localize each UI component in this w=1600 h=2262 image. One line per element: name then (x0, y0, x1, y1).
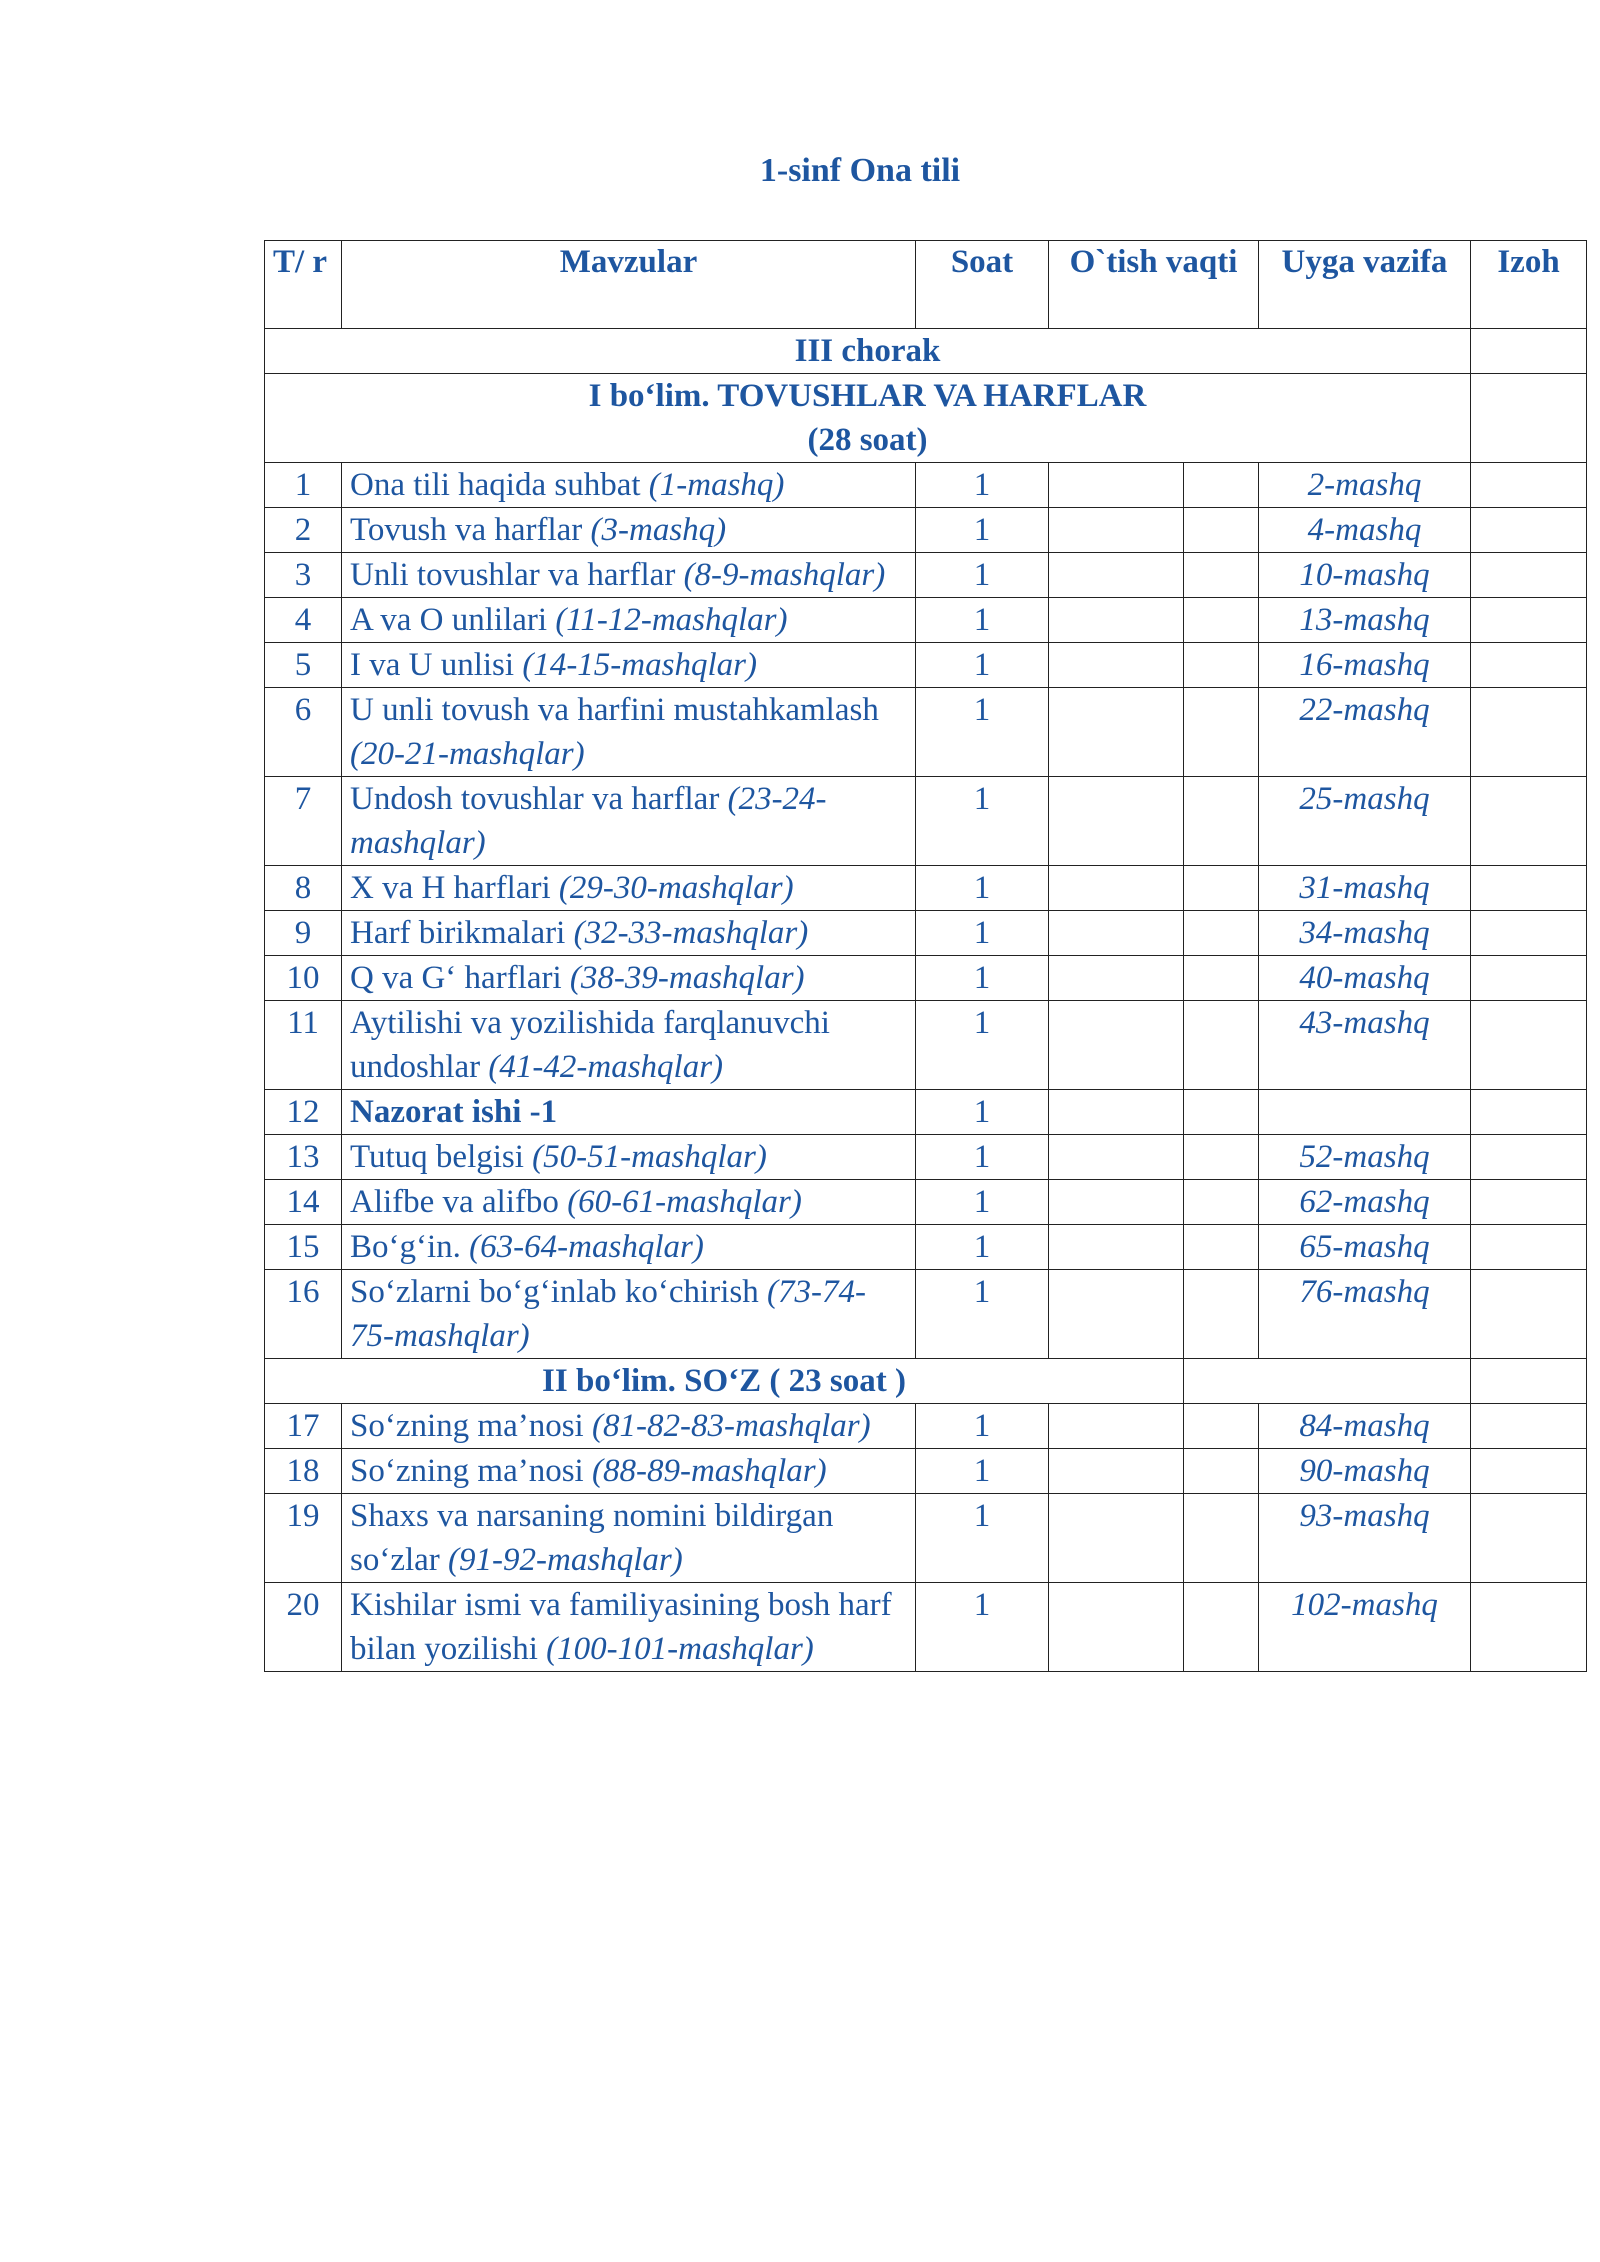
row-soat: 1 (916, 643, 1049, 688)
row-number: 9 (265, 911, 342, 956)
header-soat: Soat (916, 241, 1049, 329)
row-number: 6 (265, 688, 342, 777)
row-number: 13 (265, 1135, 342, 1180)
row-otish-vaqti-a (1049, 777, 1184, 866)
row-uyga-vazifa: 13-mashq (1259, 598, 1471, 643)
topic-text: A va O unlilari (350, 602, 556, 638)
row-otish-vaqti-b (1184, 553, 1259, 598)
row-soat: 1 (916, 956, 1049, 1001)
row-otish-vaqti-a (1049, 508, 1184, 553)
header-uyga-vazifa: Uyga vazifa (1259, 241, 1471, 329)
row-otish-vaqti-a (1049, 1449, 1184, 1494)
topic-text: Alifbe va alifbo (350, 1184, 568, 1220)
row-topic (342, 1180, 916, 1225)
row-otish-vaqti-b (1184, 1001, 1259, 1090)
row-number: 5 (265, 643, 342, 688)
header-izoh: Izoh (1471, 241, 1587, 329)
table-row (265, 463, 1587, 508)
row-otish-vaqti-b (1184, 1135, 1259, 1180)
exercise-ref: (8-9-mashqlar) (683, 557, 886, 593)
row-uyga-vazifa: 52-mashq (1259, 1135, 1471, 1180)
exercise-ref: (20-21-mashqlar) (350, 736, 585, 772)
exercise-ref: (29-30-mashqlar) (558, 870, 794, 906)
header-row (265, 241, 1587, 329)
row-topic (342, 866, 916, 911)
row-otish-vaqti-b (1184, 643, 1259, 688)
row-uyga-vazifa: 31-mashq (1259, 866, 1471, 911)
row-otish-vaqti-b (1184, 866, 1259, 911)
row-otish-vaqti-b (1184, 1404, 1259, 1449)
row-number: 11 (265, 1001, 342, 1090)
row-topic (342, 1449, 916, 1494)
exercise-ref: (1-mashq) (648, 467, 785, 503)
row-topic (342, 1404, 916, 1449)
table-row (265, 598, 1587, 643)
topic-text: U unli tovush va harfini mustahkamlash (350, 692, 879, 728)
topic-text: I va U unlisi (350, 647, 523, 683)
row-izoh (1471, 1449, 1587, 1494)
page-title: 1-sinf Ona tili (759, 152, 961, 189)
row-izoh (1471, 1180, 1587, 1225)
topic-text: Unli tovushlar va harflar (350, 557, 684, 593)
row-soat: 1 (916, 1583, 1049, 1672)
section-2-body (265, 1359, 1587, 1672)
row-uyga-vazifa: 16-mashq (1259, 643, 1471, 688)
row-number: 7 (265, 777, 342, 866)
row-otish-vaqti-b (1184, 688, 1259, 777)
exercise-ref: (60-61-mashqlar) (567, 1184, 802, 1220)
row-topic (342, 1270, 916, 1359)
row-izoh (1471, 1225, 1587, 1270)
row-soat: 1 (916, 1135, 1049, 1180)
row-uyga-vazifa: 62-mashq (1259, 1180, 1471, 1225)
row-otish-vaqti-b (1184, 956, 1259, 1001)
row-topic (342, 956, 916, 1001)
row-topic (342, 1583, 916, 1672)
header-mavzular: Mavzular (342, 241, 916, 329)
row-izoh (1471, 463, 1587, 508)
row-topic (342, 911, 916, 956)
row-otish-vaqti-a (1049, 1090, 1184, 1135)
row-number: 15 (265, 1225, 342, 1270)
row-number: 16 (265, 1270, 342, 1359)
row-otish-vaqti-b (1184, 1583, 1259, 1672)
row-topic (342, 508, 916, 553)
exercise-ref: (81-82-83-mashqlar) (591, 1408, 871, 1444)
row-number: 1 (265, 463, 342, 508)
exercise-ref: (41-42-mashqlar) (488, 1049, 724, 1085)
row-soat: 1 (916, 1494, 1049, 1583)
row-otish-vaqti-a (1049, 1135, 1184, 1180)
row-soat: 1 (916, 688, 1049, 777)
row-otish-vaqti-b (1184, 1225, 1259, 1270)
row-otish-vaqti-a (1049, 956, 1184, 1001)
row-uyga-vazifa: 84-mashq (1259, 1404, 1471, 1449)
row-topic (342, 688, 916, 777)
section-2-empty-cell (1184, 1359, 1471, 1404)
row-topic (342, 1001, 916, 1090)
table-row (265, 1225, 1587, 1270)
table-row (265, 1270, 1587, 1359)
table-row (265, 1090, 1587, 1135)
table-row (265, 1583, 1587, 1672)
topic-text: Tutuq belgisi (350, 1139, 533, 1175)
table-row (265, 688, 1587, 777)
row-uyga-vazifa: 25-mashq (1259, 777, 1471, 866)
row-number: 2 (265, 508, 342, 553)
row-soat: 1 (916, 1001, 1049, 1090)
row-soat: 1 (916, 866, 1049, 911)
table-row (265, 1449, 1587, 1494)
row-uyga-vazifa: 34-mashq (1259, 911, 1471, 956)
topic-text: Nazorat ishi -1 (350, 1094, 558, 1130)
topic-text: Q va G‘ harflari (350, 960, 570, 996)
exercise-ref: (73-74-75-mashqlar) (350, 1274, 866, 1354)
row-otish-vaqti-b (1184, 508, 1259, 553)
row-otish-vaqti-a (1049, 553, 1184, 598)
row-otish-vaqti-b (1184, 1180, 1259, 1225)
row-topic (342, 598, 916, 643)
row-otish-vaqti-b (1184, 777, 1259, 866)
row-otish-vaqti-a (1049, 1494, 1184, 1583)
exercise-ref: (23-24-mashqlar) (350, 781, 827, 861)
row-izoh (1471, 1494, 1587, 1583)
row-izoh (1471, 866, 1587, 911)
exercise-ref: (50-51-mashqlar) (532, 1139, 767, 1175)
row-soat: 1 (916, 508, 1049, 553)
row-uyga-vazifa: 4-mashq (1259, 508, 1471, 553)
row-izoh (1471, 1270, 1587, 1359)
row-izoh (1471, 777, 1587, 866)
row-topic (342, 553, 916, 598)
row-otish-vaqti-b (1184, 598, 1259, 643)
row-otish-vaqti-a (1049, 1001, 1184, 1090)
row-number: 4 (265, 598, 342, 643)
row-izoh (1471, 1135, 1587, 1180)
row-otish-vaqti-a (1049, 1180, 1184, 1225)
topic-text: X va H harflari (350, 870, 559, 906)
exercise-ref: (63-64-mashqlar) (469, 1229, 704, 1265)
quarter-izoh-cell (1471, 329, 1587, 374)
row-izoh (1471, 553, 1587, 598)
row-izoh (1471, 643, 1587, 688)
quarter-row (265, 329, 1587, 374)
row-uyga-vazifa: 22-mashq (1259, 688, 1471, 777)
row-soat: 1 (916, 911, 1049, 956)
exercise-ref: (32-33-mashqlar) (573, 915, 809, 951)
section-1-title (265, 374, 1471, 463)
row-soat: 1 (916, 777, 1049, 866)
section-1-izoh-cell (1471, 374, 1587, 463)
row-uyga-vazifa: 93-mashq (1259, 1494, 1471, 1583)
row-otish-vaqti-a (1049, 1583, 1184, 1672)
row-number: 8 (265, 866, 342, 911)
topic-text: Aytilishi va yozilishida farqlanuvchi undoshlar (350, 1005, 830, 1085)
table-row (265, 553, 1587, 598)
row-uyga-vazifa: 65-mashq (1259, 1225, 1471, 1270)
topic-text: Ona tili haqida suhbat (350, 467, 649, 503)
header-tr: T/ r (265, 241, 342, 329)
row-soat: 1 (916, 1449, 1049, 1494)
row-soat: 1 (916, 1180, 1049, 1225)
section-1-body (265, 329, 1587, 1359)
row-topic (342, 463, 916, 508)
section-1-line2: (28 soat) (807, 422, 928, 458)
section-2-title: II bo‘lim. SO‘Z ( 23 soat ) (265, 1359, 1184, 1404)
row-otish-vaqti-a (1049, 643, 1184, 688)
row-otish-vaqti-b (1184, 1270, 1259, 1359)
row-uyga-vazifa: 40-mashq (1259, 956, 1471, 1001)
row-otish-vaqti-a (1049, 463, 1184, 508)
row-otish-vaqti-a (1049, 1270, 1184, 1359)
exercise-ref: (11-12-mashqlar) (555, 602, 788, 638)
row-otish-vaqti-b (1184, 463, 1259, 508)
row-number: 14 (265, 1180, 342, 1225)
topic-text: Bo‘g‘in. (350, 1229, 470, 1265)
row-otish-vaqti-b (1184, 911, 1259, 956)
row-izoh (1471, 688, 1587, 777)
row-izoh (1471, 1090, 1587, 1135)
row-otish-vaqti-a (1049, 911, 1184, 956)
row-number: 12 (265, 1090, 342, 1135)
row-topic (342, 1494, 916, 1583)
table-row (265, 911, 1587, 956)
section-1-row (265, 374, 1587, 463)
row-otish-vaqti-b (1184, 1090, 1259, 1135)
exercise-ref: (91-92-mashqlar) (448, 1542, 683, 1578)
row-otish-vaqti-a (1049, 598, 1184, 643)
exercise-ref: (3-mashq) (590, 512, 727, 548)
section-1-line1: I bo‘lim. TOVUSHLAR VA HARFLAR (588, 378, 1147, 414)
topic-text: Kishilar ismi va familiyasining bosh harf bilan yozilishi (350, 1587, 892, 1667)
row-izoh (1471, 508, 1587, 553)
row-izoh (1471, 1583, 1587, 1672)
row-number: 10 (265, 956, 342, 1001)
row-uyga-vazifa: 102-mashq (1259, 1583, 1471, 1672)
row-soat: 1 (916, 463, 1049, 508)
row-soat: 1 (916, 1404, 1049, 1449)
row-number: 19 (265, 1494, 342, 1583)
row-number: 20 (265, 1583, 342, 1672)
row-number: 3 (265, 553, 342, 598)
table-row (265, 956, 1587, 1001)
row-otish-vaqti-a (1049, 1404, 1184, 1449)
row-topic (342, 1135, 916, 1180)
exercise-ref: (38-39-mashqlar) (569, 960, 805, 996)
topic-text: So‘zning ma’nosi (350, 1408, 592, 1444)
row-topic (342, 643, 916, 688)
row-topic (342, 1225, 916, 1270)
row-soat: 1 (916, 1090, 1049, 1135)
row-otish-vaqti-a (1049, 688, 1184, 777)
row-otish-vaqti-b (1184, 1494, 1259, 1583)
topic-text: So‘zlarni bo‘g‘inlab ko‘chirish (350, 1274, 767, 1310)
row-soat: 1 (916, 553, 1049, 598)
exercise-ref: (100-101-mashqlar) (546, 1631, 814, 1667)
topic-text: So‘zning ma’nosi (350, 1453, 592, 1489)
row-otish-vaqti-a (1049, 866, 1184, 911)
section-2-izoh-cell (1471, 1359, 1587, 1404)
row-topic (342, 1090, 916, 1135)
row-izoh (1471, 1404, 1587, 1449)
topic-text: Harf birikmalari (350, 915, 574, 951)
row-soat: 1 (916, 598, 1049, 643)
row-uyga-vazifa: 90-mashq (1259, 1449, 1471, 1494)
row-izoh (1471, 911, 1587, 956)
row-uyga-vazifa: 2-mashq (1259, 463, 1471, 508)
table-row (265, 866, 1587, 911)
topic-text: Undosh tovushlar va harflar (350, 781, 728, 817)
table-row (265, 1494, 1587, 1583)
row-izoh (1471, 956, 1587, 1001)
row-izoh (1471, 1001, 1587, 1090)
table-row (265, 1404, 1587, 1449)
table-row (265, 1135, 1587, 1180)
row-soat: 1 (916, 1270, 1049, 1359)
row-uyga-vazifa: 76-mashq (1259, 1270, 1471, 1359)
row-izoh (1471, 598, 1587, 643)
exercise-ref: (14-15-mashqlar) (522, 647, 757, 683)
table-row (265, 508, 1587, 553)
row-otish-vaqti-b (1184, 1449, 1259, 1494)
table-row (265, 777, 1587, 866)
row-uyga-vazifa: 43-mashq (1259, 1001, 1471, 1090)
row-uyga-vazifa: 10-mashq (1259, 553, 1471, 598)
header-otish-vaqti: O`tish vaqti (1049, 241, 1259, 329)
exercise-ref: (88-89-mashqlar) (591, 1453, 827, 1489)
topic-text: Shaxs va narsaning nomini bildirgan so‘zlar (350, 1498, 834, 1578)
row-uyga-vazifa (1259, 1090, 1471, 1135)
row-otish-vaqti-a (1049, 1225, 1184, 1270)
quarter-label: III chorak (265, 329, 1471, 374)
row-number: 18 (265, 1449, 342, 1494)
table-row (265, 1001, 1587, 1090)
table-row (265, 1180, 1587, 1225)
table-row (265, 643, 1587, 688)
row-soat: 1 (916, 1225, 1049, 1270)
row-number: 17 (265, 1404, 342, 1449)
lesson-plan-table (264, 240, 1587, 1672)
topic-text: Tovush va harflar (350, 512, 591, 548)
row-topic (342, 777, 916, 866)
section-2-row (265, 1359, 1587, 1404)
